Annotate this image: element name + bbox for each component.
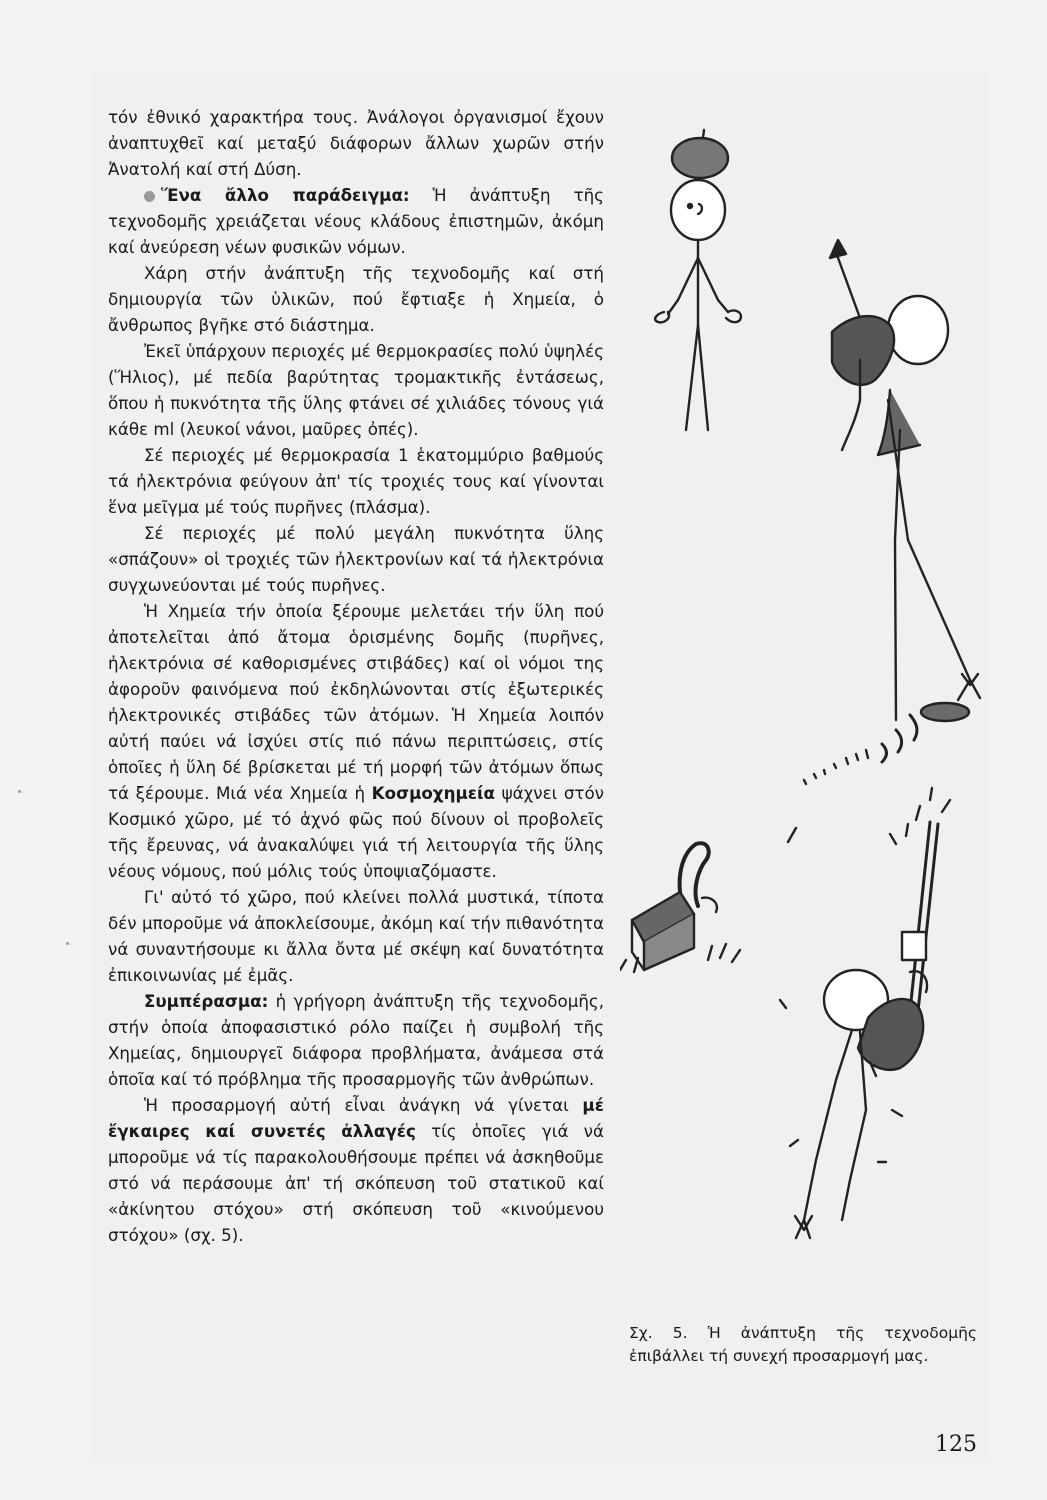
snake-in-box — [620, 828, 796, 972]
paragraph-7-text-b: ψάχνει στόν Κοσμικό χῶρο, μέ τό ἀχνό φῶς πού δίνουν οἱ προβολεῖς τῆς ἔρευνας, νά ἀνακαλύψει γιά τή λειτουργία τῆς ὕλης νέους νόμους, πού μόλις τούς ὑποψιαζόμαστε. — [108, 783, 605, 881]
page-number: 125 — [935, 1432, 977, 1457]
paragraph-4: Ἐκεῖ ὑπάρχουν περιοχές μέ θερμοκρασίες πολύ ὑψηλές (Ἥλιος), μέ πεδία βαρύτητας τρομακτικῆς ἐντάσεως, ὅπου ἡ πυκνότητα τῆς ὕλης φτάνει σέ χιλιάδες τόνους γιά κάθε ml (λευκοί νάνοι, μαῦρες ὀπές). — [108, 341, 604, 439]
paragraph-3: Χάρη στήν ἀνάπτυξη τῆς τεχνοδομῆς καί στή δημιουργία τῶν ὑλικῶν, πού ἔφτιαξε ἡ Χημεία, ὁ ἄνθρωπος βγῆκε στό διάστημα. — [108, 263, 604, 335]
clay-target — [804, 703, 969, 784]
paragraph-9-text: ἡ γρήγορη ἀνάπτυξη τῆς τεχνοδομῆς, στήν ὁποία ἀποφασιστικό ρόλο παίζει ἡ συμβολή τῆς Χημείας, δημιουργεῖ διάφορα προβλήματα, ἀνάμεσα στά ὁποῖα καί τό πρόβλημα τῆς προσαρμογῆς τῶν ἀνθρώπων. — [108, 991, 604, 1089]
rifle-figure — [780, 788, 950, 1238]
paragraph-10-emphasis: μέ ἔγκαιρες καί συνετές ἀλλαγές — [108, 1095, 604, 1141]
bullet-icon — [144, 191, 155, 202]
figure-caption: Σχ. 5. Ἡ ἀνάπτυξη τῆς τεχνοδομῆς ἐπιβάλλει τή συνεχή προσαρμογή μας. — [629, 1324, 977, 1365]
apple-head-figure — [655, 130, 741, 430]
speck — [18, 790, 21, 793]
speck — [66, 942, 69, 945]
paragraph-7-text-a: Ἡ Χημεία τήν ὁποία ξέρουμε μελετάει τήν ὕλη πού ἀποτελεῖται ἀπό ἄτομα ὁρισμένης δομῆς (πυρῆνες, ἠλεκτρόνια σέ καθορισμένες στιβάδες) καί οἱ νόμοι της ἀφοροῦν φαινόμενα πού ἐκδηλώνονται στίς ἐξωτερικές ἠλεκτρονικές στιβάδες τῶν ἀτόμων. Ἡ Χημεία λοιπόν αὐτή παύει νά ἰσχύει στίς πιό πάνω περιπτώσεις, στίς ὁποῖες ἡ ὕλη δέ βρίσκεται μέ τή μορφή τῶν ἀτόμων ὅπως τά ξέρουμε. Μιά νέα Χημεία ἡ — [108, 601, 604, 803]
paragraph-2-text: Ἡ ἀνάπτυξη τῆς τεχνοδομῆς χρειάζεται νέους κλάδους ἐπιστημῶν, ἀκόμη καί ἀνεύρεση νέων φυσικῶν νόμων. — [108, 185, 604, 257]
illustration-figure-5 — [620, 100, 1000, 1320]
paragraph-5: Σέ περιοχές μέ θερμοκρασία 1 ἑκατομμύριο βαθμούς τά ἠλεκτρόνια φεύγουν ἀπ' τίς τροχιές τους καί γίνονται ἕνα μεῖγμα μέ τούς πυρῆνες (πλάσμα). — [108, 445, 604, 517]
main-text-column — [108, 104, 604, 1248]
paragraph-6: Σέ περιοχές μέ πολύ μεγάλη πυκνότητα ὕλης «σπάζουν» οἱ τροχιές τῶν ἠλεκτρονίων καί τά ἠλεκτρόνια συγχωνεύονται μέ τούς πυρῆνες. — [108, 523, 604, 595]
paragraph-9-heading: Συμπέρασμα: — [144, 991, 269, 1011]
paragraph-10-text-a: Ἡ προσαρμογή αὐτή εἶναι ἀνάγκη νά γίνεται — [144, 1095, 583, 1115]
paragraph-7 — [108, 598, 604, 884]
paragraph-9 — [108, 988, 604, 1092]
paragraph-2 — [108, 182, 604, 260]
paragraph-10-text-b: τίς ὁποῖες γιά νά μποροῦμε νά τίς παρακολουθήσουμε πρέπει νά ἀσκηθοῦμε στό νά περάσουμε ἀπ' τή σκόπευση τοῦ στατικοῦ καί «ἀκίνητου στόχου» στή σκόπευση τοῦ «κινούμενου στόχου» (σχ. 5). — [108, 1121, 604, 1245]
paragraph-2-heading: Ἕνα ἄλλο παράδειγμα: — [161, 185, 410, 205]
paragraph-8: Γι' αὐτό τό χῶρο, πού κλείνει πολλά μυστικά, τίποτα δέν μποροῦμε νά ἀποκλείσουμε, ἀκόμη καί τήν πιθανότητα νά συναντήσουμε κι ἄλλα ὄντα μέ σκέψη καί δυνατότητα ἐπικοινωνίας μέ ἐμᾶς. — [108, 887, 604, 985]
crossbow-figure — [830, 240, 980, 720]
paragraph-7-term: Κοσμοχημεία — [371, 783, 495, 803]
paragraph-10 — [108, 1092, 604, 1248]
paragraph-1: τόν ἐθνικό χαρακτήρα τους. Ἀνάλογοι ὀργανισμοί ἔχουν ἀναπτυχθεῖ καί μεταξύ διάφορων ἄλλων χωρῶν στήν Ἀνατολή καί στή Δύση. — [108, 107, 604, 179]
